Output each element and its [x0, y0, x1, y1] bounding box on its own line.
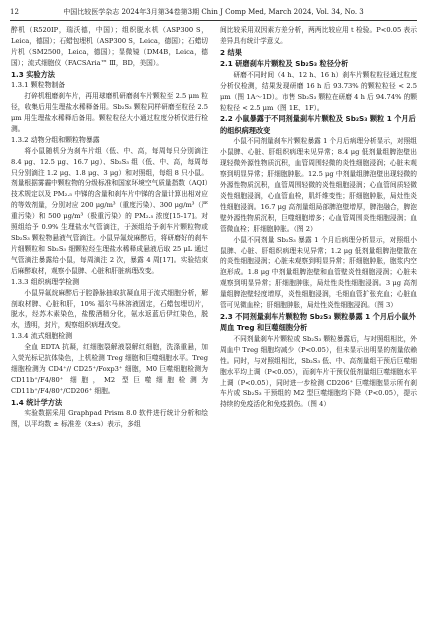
right-column: [220, 25, 417, 410]
header-rule: [10, 20, 417, 21]
paragraph-2-2-brake-pad: 小鼠不同剂量刹车片颗粒暴露 1 个月后病理分析显示，对照组小鼠脾、心脏、肝组织病理未见异常；8.4 μg 低剂量组脾泡壁出现轻微外源性物质沉积，血管周围轻微的炎性细胞浸润；心脏未观察到明显异常；肝细胞肿胀。12.5 μg 中剂量组脾泡壁出现轻微的外源性物质沉积，血管周围轻微的炎性细胞浸润；心血管间质轻微炎性细胞浸润，心血管血栓，肌纤维变性；肝细胞肿胀，局灶性炎性细胞浸润。16.7 μg 高剂量组局部脾泡壁增厚，脾泡融合，脾泡壁外源性物质沉积，巨噬细胞增多；心血管周围炎性细胞浸润；血管微血栓；肝细胞肿胀。（图 2）: [220, 137, 417, 233]
paragraph-1-3-2: 将小鼠随机分为刹车片组（低、中、高，每周每只分别滴注 8.4 μg、12.5 μg、16.7 μg）、Sb₂S₃ 组（低、中、高，每周每只分别滴注 1.2 μg、1.8 μg、3 μg）和对照组，每组 8 只小鼠。剂量根据雾霾中颗粒物的分级标准和国家环境空气质量指数（AQI）技术规定以及 PM₂.₅ 中锑的含量和刹车片中锑的含量计算出相对应的等效剂量，分别对应 200 μg/m³（重度污染）、300 μg/m³（严重污染）和 500 μg/m³（极重污染）的 PM₂.₅ 浓度[15-17]。对照组给予 0.9% 生理盐水气管滴注，于颈组给予刹车片颗粒物或 Sb₂S₃ 颗粒物悬液气管滴注。小鼠异氟烷麻醉后，将研磨好的刹车片细颗粒和 Sb₂S₃ 细颗粒经生理盐水稀释成悬液后取 25 μL 通过气管滴注暴露给小鼠，每周滴注 2 次，暴露 4 周[17]。实验结束后麻醉取材，观察小鼠脾、心脏和肝脏病理改变。: [11, 146, 208, 275]
paragraph-1-3-1: 打碎机粗磨刹车片，再用球磨机研磨刹车片颗粒至 2.5 μm 粒径，收集后用生理盐水稀释备用。Sb₂S₃ 颗粒同样研磨至粒径 2.5 μm 用生理盐水稀释后备用。颗粒粒径大小通过粒度分析仪进行检测。: [11, 92, 208, 133]
paragraph-2-3: 不同剂量刹车片颗粒或 Sb₂S₃ 颗粒暴露后，与对照组相比，外周血中 Treg 细胞均减少（P<0.05），但未显示出明显的剂量依赖性。同时，与对照组相比，Sb₂S₃ 低、中、高剂量组干预后巨噬细胞水平均上调（P<0.05），而刹车片干预仅低剂量组巨噬细胞水平上调（P<0.05），同时进一步检测 CD206⁺ 巨噬细胞显示所有刹车片或 Sb₂S₃ 干预组的 M2 型巨噬细胞均下降（P<0.05），提示持续的免疫活化和免疫损伤。（图 4）: [220, 334, 417, 409]
section-heading-1-4: 1.4 统计学方法: [11, 397, 63, 407]
section-heading-2-3: 2.3 不同剂量刹车片颗粒物 Sb₂S₃ 颗粒暴露 1 个月后小鼠外周血 Treg 和巨噬细胞分析: [220, 311, 416, 333]
page-number: 12: [10, 8, 19, 16]
subsection-heading-1-3-1: 1.3.1 颗粒物制备: [11, 81, 66, 90]
running-header: [10, 6, 417, 18]
paragraph-2-2-sb2s3: 小鼠不同剂量 Sb₂S₃ 暴露 1 个月后病理分析显示，对照组小鼠脾、心脏、肝组织病理未见异常；1.2 μg 低剂量组脾泡壁散在的炎性细胞浸润；心脏未观察到明显异常；肝细胞肿胀，胞浆内空泡形成。1.8 μg 中剂量组脾泡壁和血管壁炎性细胞浸润；心脏未观察到明显异常；肝细胞肿胀，局灶性炎性细胞浸润。3 μg 高剂量组脾泡壁轻度增厚，炎性细胞浸润，毛细血管扩张充血；心脏血管可见微血栓；肝细胞肿胀，局灶性炎性细胞浸润。（图 3）: [220, 235, 417, 310]
paragraph-1-4: 实验数据采用 Graphpad Prism 8.0 软件进行统计分析和绘图，以平均数 ± 标准差（x̄±s）表示，多组: [11, 409, 208, 429]
stats-continuation-text: 间比较采用双因素方差分析，两两比较应用 t 检验。P<0.05 表示差异具有统计学意义。: [220, 26, 417, 45]
subsection-heading-1-3-4: 1.3.4 流式细胞检测: [11, 332, 73, 341]
subsection-heading-1-3-3: 1.3.3 组织病理学检测: [11, 277, 79, 286]
journal-line: 中国比较医学杂志 2024年3月第34卷第3期 Chin J Comp Med, March 2024, Vol. 34, No. 3: [63, 8, 364, 16]
paragraph-1-3-4: 全血 EDTA 抗凝，红细胞裂解液裂解红细胞，洗涤重悬，加入荧光标记抗体染色，上机检测 Treg 细胞和巨噬细胞水平。Treg 细胞检测为 CD4⁺// CD25⁺/Foxp3⁺ 细胞，M0 巨噬细胞检测为 CD11b⁺/F4/80⁺ 细胞，M2 型巨噬细胞检测为 CD11b⁺/F4/80⁺/CD206⁺ 细胞。: [11, 343, 208, 395]
section-heading-1-3: 1.3 实验方法: [11, 69, 55, 79]
left-column: [11, 25, 208, 430]
section-heading-2: 2 结果: [220, 47, 242, 57]
section-heading-2-1: 2.1 研磨刹车片颗粒及 Sb₂S₃ 粒径分析: [220, 59, 349, 69]
materials-equipment-text: 醉机（R520IP，瑞沃德，中国）；组织脱水机（ASP300 S，Leica，德国）；石蜡包埋机（ASP300 S，Leica，德国）；石蜡切片机（SM2500，Leica，德国）；显微镜（DM4B，Leica，德国）；流式细胞仪（FACSAria™ Ⅲ，BD，美国）。: [11, 26, 208, 67]
section-heading-2-2: 2.2 小鼠暴露于不同剂量刹车片颗粒及 Sb₂S₃ 颗粒 1 个月后的组织病理改变: [220, 114, 416, 135]
paragraph-2-1: 研磨不同时间（4 h、12 h、16 h）刹车片颗粒粒径通过粒度分析仪检测，结果发现研磨 16 h 后 93.73% 的颗粒粒径 < 2.5 μm（图 1A～1D）。市售 Sb₂S₃ 颗粒在研磨 4 h 后 94.74% 的颗粒粒径 < 2.5 μm（图 1E、1F）。: [220, 70, 417, 112]
paragraph-1-3-3: 小鼠异氟烷麻醉后于腔静脉抽取抗凝血用于流式细胞分析，解剖取材脾、心脏和肝，10% 福尔马林溶液固定，石蜡包埋切片，脱水，经苏木素染色，盐酸酒精分化，氨水返蓝后伊红染色，脱水，透明，封片，观察组织病理改变。: [11, 288, 208, 330]
subsection-heading-1-3-2: 1.3.2 动物分组和颗粒物暴露: [11, 135, 100, 144]
